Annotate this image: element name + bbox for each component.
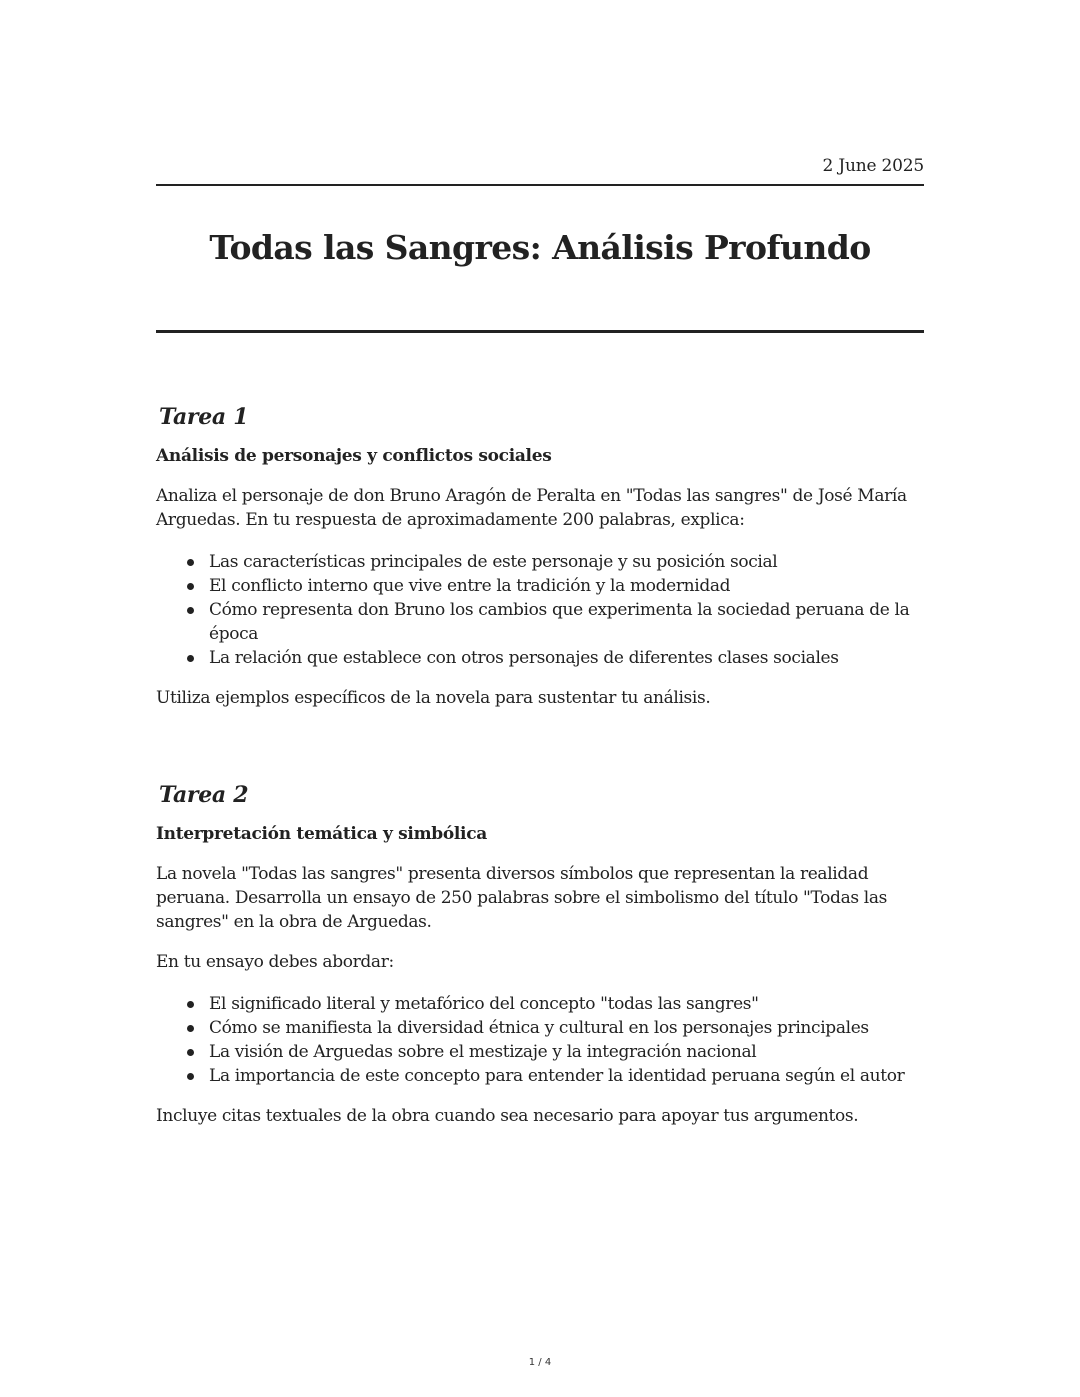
bullet-text: Las características principales de este personaje y su posición social bbox=[209, 552, 778, 572]
task-section-2 bbox=[156, 780, 924, 1128]
document-title: Todas las Sangres: Análisis Profundo bbox=[209, 228, 871, 267]
bullet-icon bbox=[187, 1073, 194, 1080]
task-closing: Utiliza ejemplos específicos de la novela para sustentar tu análisis. bbox=[156, 688, 711, 708]
task-subtitle: Análisis de personajes y conflictos sociales bbox=[156, 446, 552, 466]
bullet-text: La relación que establece con otros personajes de diferentes clases sociales bbox=[209, 648, 839, 668]
bullet-item bbox=[209, 992, 924, 1016]
bullet-item bbox=[209, 574, 924, 598]
bullet-item bbox=[209, 598, 924, 646]
bullet-icon bbox=[187, 655, 194, 662]
bullet-item bbox=[209, 550, 924, 574]
bullet-icon bbox=[187, 607, 194, 614]
bullet-item bbox=[209, 1016, 924, 1040]
task-heading: Tarea 2 bbox=[159, 782, 249, 808]
bullet-icon bbox=[187, 559, 194, 566]
task-heading: Tarea 1 bbox=[159, 404, 249, 430]
bullet-text: Cómo representa don Bruno los cambios que experimenta la sociedad peruana de la época bbox=[209, 600, 910, 644]
bullet-item bbox=[209, 1040, 924, 1064]
page-number: 1 / 4 bbox=[528, 1357, 552, 1368]
task-section-1 bbox=[156, 402, 924, 710]
task-intro: Analiza el personaje de don Bruno Aragón de Peralta en "Todas las sangres" de José María Arguedas. En tu respuesta de aproximadamente 200 palabras, explica: bbox=[156, 486, 907, 530]
task-subtitle: Interpretación temática y simbólica bbox=[156, 824, 487, 844]
document-date: 2 June 2025 bbox=[822, 156, 924, 176]
task-bullet-list bbox=[156, 992, 924, 1088]
bullet-text: La visión de Arguedas sobre el mestizaje y la integración nacional bbox=[209, 1042, 757, 1062]
task-intro: La novela "Todas las sangres" presenta diversos símbolos que representan la realidad peruana. Desarrolla un ensayo de 250 palabras sobre el simbolismo del título "Todas las sangres" en la obra de Arguedas. bbox=[156, 864, 888, 932]
bullet-icon bbox=[187, 1025, 194, 1032]
bullet-text: La importancia de este concepto para entender la identidad peruana según el autor bbox=[209, 1066, 905, 1086]
task-intro-secondary: En tu ensayo debes abordar: bbox=[156, 952, 394, 972]
bullet-item bbox=[209, 1064, 924, 1088]
bullet-icon bbox=[187, 583, 194, 590]
bullet-icon bbox=[187, 1049, 194, 1056]
header-divider bbox=[156, 184, 924, 186]
bullet-icon bbox=[187, 1001, 194, 1008]
task-bullet-list bbox=[156, 550, 924, 670]
bullet-text: Cómo se manifiesta la diversidad étnica y cultural en los personajes principales bbox=[209, 1018, 869, 1038]
bullet-text: El conflicto interno que vive entre la tradición y la modernidad bbox=[209, 576, 731, 596]
bullet-text: El significado literal y metafórico del concepto "todas las sangres" bbox=[209, 994, 759, 1014]
title-divider bbox=[156, 330, 924, 333]
bullet-item bbox=[209, 646, 924, 670]
task-closing: Incluye citas textuales de la obra cuando sea necesario para apoyar tus argumentos. bbox=[156, 1106, 859, 1126]
